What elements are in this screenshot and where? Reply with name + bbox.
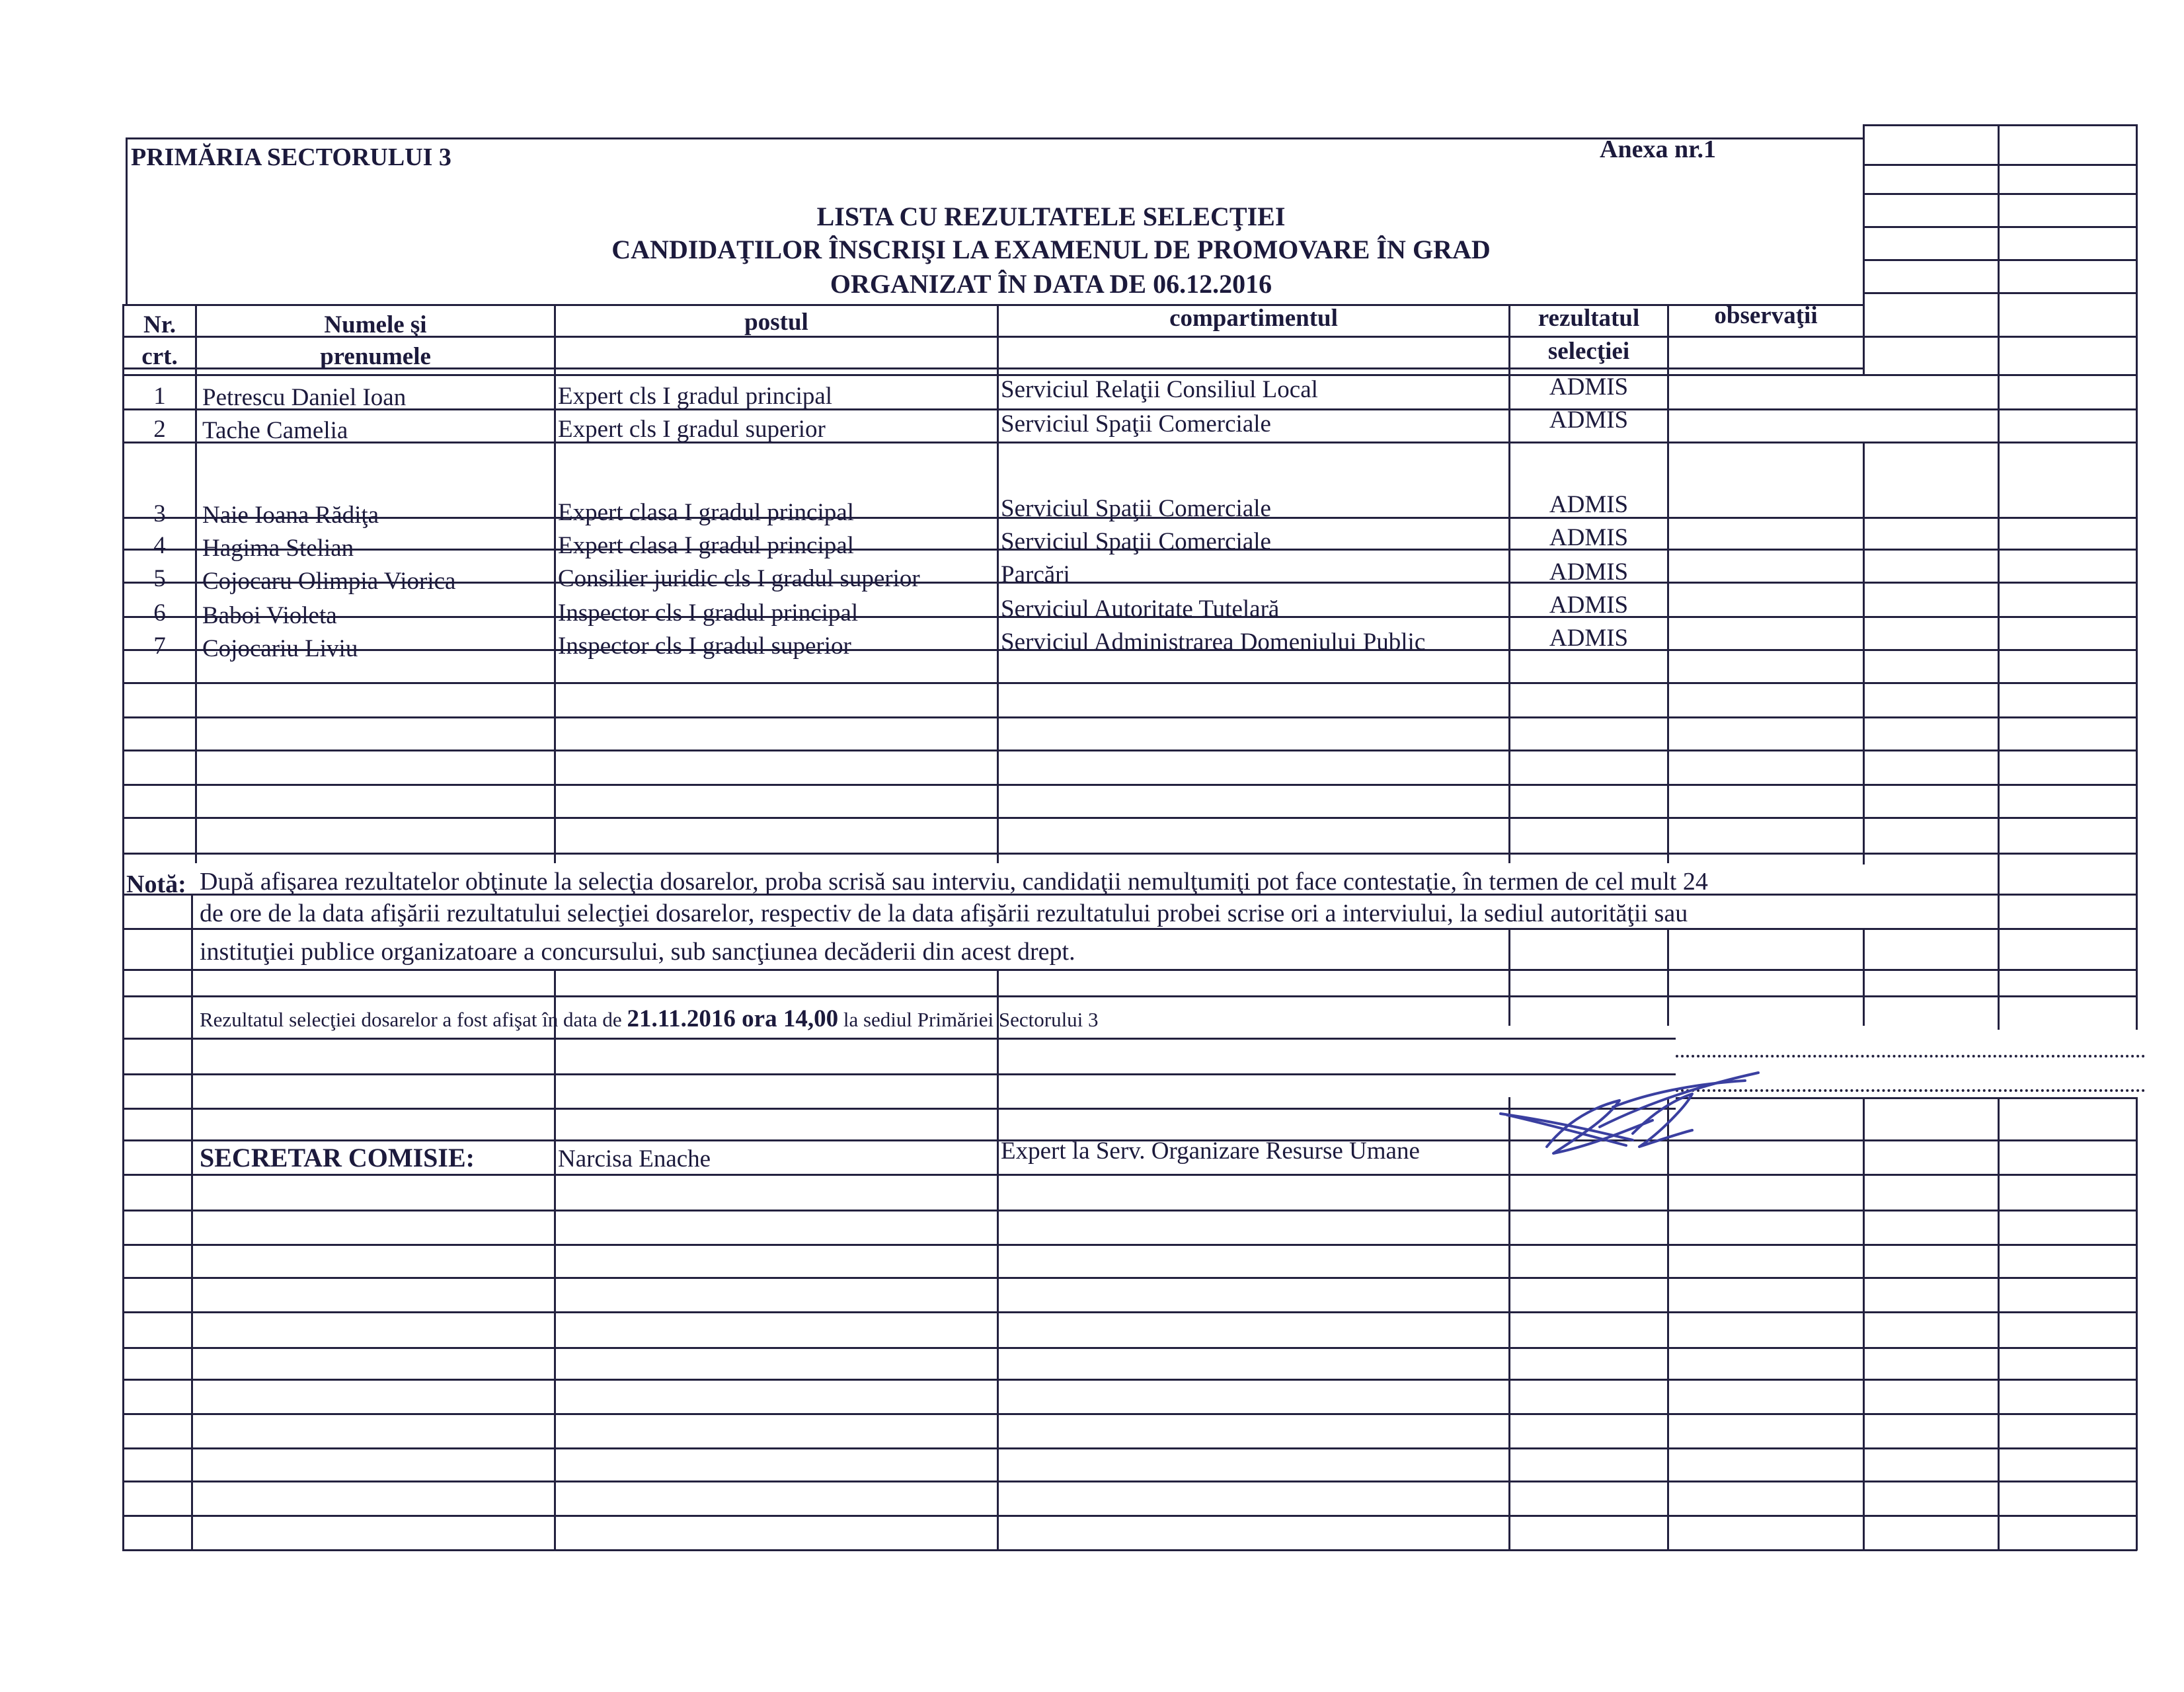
row-post: Inspector cls I gradul principal bbox=[558, 599, 859, 627]
secretary-name: Narcisa Enache bbox=[558, 1145, 711, 1173]
row-result: ADMIS bbox=[1549, 491, 1629, 518]
posting-datetime: 21.11.2016 ora 14,00 bbox=[627, 1005, 839, 1032]
row-department: Serviciul Spaţii Comerciale bbox=[1001, 528, 1271, 555]
row-department: Serviciul Relaţii Consiliul Local bbox=[1001, 376, 1318, 403]
row-nr: 7 bbox=[153, 633, 166, 660]
title-line-3: ORGANIZAT ÎN DATA DE 06.12.2016 bbox=[830, 269, 1272, 299]
row-nr: 4 bbox=[153, 532, 166, 559]
annex-label: Anexa nr.1 bbox=[1600, 135, 1716, 163]
row-post: Expert clasa I gradul principal bbox=[558, 532, 854, 559]
col-post: postul bbox=[744, 309, 808, 336]
row-department: Serviciul Spaţii Comerciale bbox=[1001, 410, 1271, 438]
row-post: Expert clasa I gradul principal bbox=[558, 499, 854, 526]
signature-icon bbox=[1494, 1067, 1772, 1167]
row-nr: 1 bbox=[153, 383, 166, 410]
col-nr-bottom: crt. bbox=[141, 343, 178, 370]
row-post: Inspector cls I gradul superior bbox=[558, 633, 851, 660]
row-post: Expert cls I gradul superior bbox=[558, 416, 826, 443]
row-name: Naie Ioana Rădiţa bbox=[202, 502, 379, 529]
row-department: Serviciul Autoritate Tutelară bbox=[1001, 596, 1280, 623]
col-nr-top: Nr. bbox=[143, 311, 176, 338]
row-department: Serviciul Administrarea Domeniului Public bbox=[1001, 629, 1426, 656]
row-name: Petrescu Daniel Ioan bbox=[202, 384, 407, 411]
row-name: Baboi Violeta bbox=[202, 602, 337, 629]
note-label: Notă: bbox=[126, 870, 186, 898]
col-name-bottom: prenumele bbox=[320, 343, 431, 370]
title-line-1: LISTA CU REZULTATELE SELECŢIEI bbox=[816, 202, 1286, 231]
note-line-2: de ore de la data afişării rezultatului selecţiei dosarelor, respectiv de la data afişării rezultatului probei scrise ori a interviului, la sediul autorităţii sau bbox=[200, 900, 1688, 927]
col-department: compartimentul bbox=[1169, 305, 1338, 332]
col-result-top: rezultatul bbox=[1538, 305, 1640, 332]
row-result: ADMIS bbox=[1549, 373, 1629, 401]
note-line-3: instituţiei publice organizatoare a concursului, sub sancţiunea decăderii din acest drept. bbox=[200, 938, 1075, 966]
posting-info bbox=[200, 1006, 1099, 1033]
posting-prefix: Rezultatul selecţiei dosarelor a fost afişat în data de bbox=[200, 1008, 627, 1031]
row-post: Expert cls I gradul principal bbox=[558, 383, 833, 410]
row-nr: 2 bbox=[153, 416, 166, 443]
posting-suffix: la sediul Primăriei Sectorului 3 bbox=[838, 1008, 1099, 1031]
col-result-bottom: selecţiei bbox=[1547, 338, 1630, 365]
row-result: ADMIS bbox=[1549, 558, 1629, 586]
row-result: ADMIS bbox=[1549, 592, 1629, 619]
col-notes: observaţii bbox=[1714, 302, 1818, 329]
row-post: Consilier juridic cls I gradul superior bbox=[558, 565, 920, 592]
institution-name: PRIMĂRIA SECTORULUI 3 bbox=[131, 143, 451, 171]
row-department: Parcări bbox=[1001, 561, 1070, 588]
row-nr: 5 bbox=[153, 565, 166, 592]
col-name-top: Numele şi bbox=[324, 311, 427, 338]
row-name: Hagima Stelian bbox=[202, 535, 354, 562]
row-result: ADMIS bbox=[1549, 406, 1629, 434]
row-department: Serviciul Spaţii Comerciale bbox=[1001, 495, 1271, 522]
row-result: ADMIS bbox=[1549, 625, 1629, 652]
row-result: ADMIS bbox=[1549, 524, 1629, 551]
secretary-label: SECRETAR COMISIE: bbox=[200, 1143, 475, 1173]
secretary-role: Expert la Serv. Organizare Resurse Umane bbox=[1001, 1137, 1420, 1165]
row-nr: 6 bbox=[153, 599, 166, 627]
title-line-2: CANDIDAŢILOR ÎNSCRIŞI LA EXAMENUL DE PROMOVARE ÎN GRAD bbox=[611, 235, 1491, 264]
row-name: Tache Camelia bbox=[202, 417, 348, 444]
row-name: Cojocaru Olimpia Viorica bbox=[202, 568, 456, 595]
row-nr: 3 bbox=[153, 500, 166, 527]
row-name: Cojocariu Liviu bbox=[202, 635, 358, 662]
note-line-1: După afişarea rezultatelor obţinute la selecţia dosarelor, proba scrisă sau interviu, candidaţii nemulţumiţi pot face contestaţie, în termen de cel mult 24 bbox=[200, 868, 1708, 896]
